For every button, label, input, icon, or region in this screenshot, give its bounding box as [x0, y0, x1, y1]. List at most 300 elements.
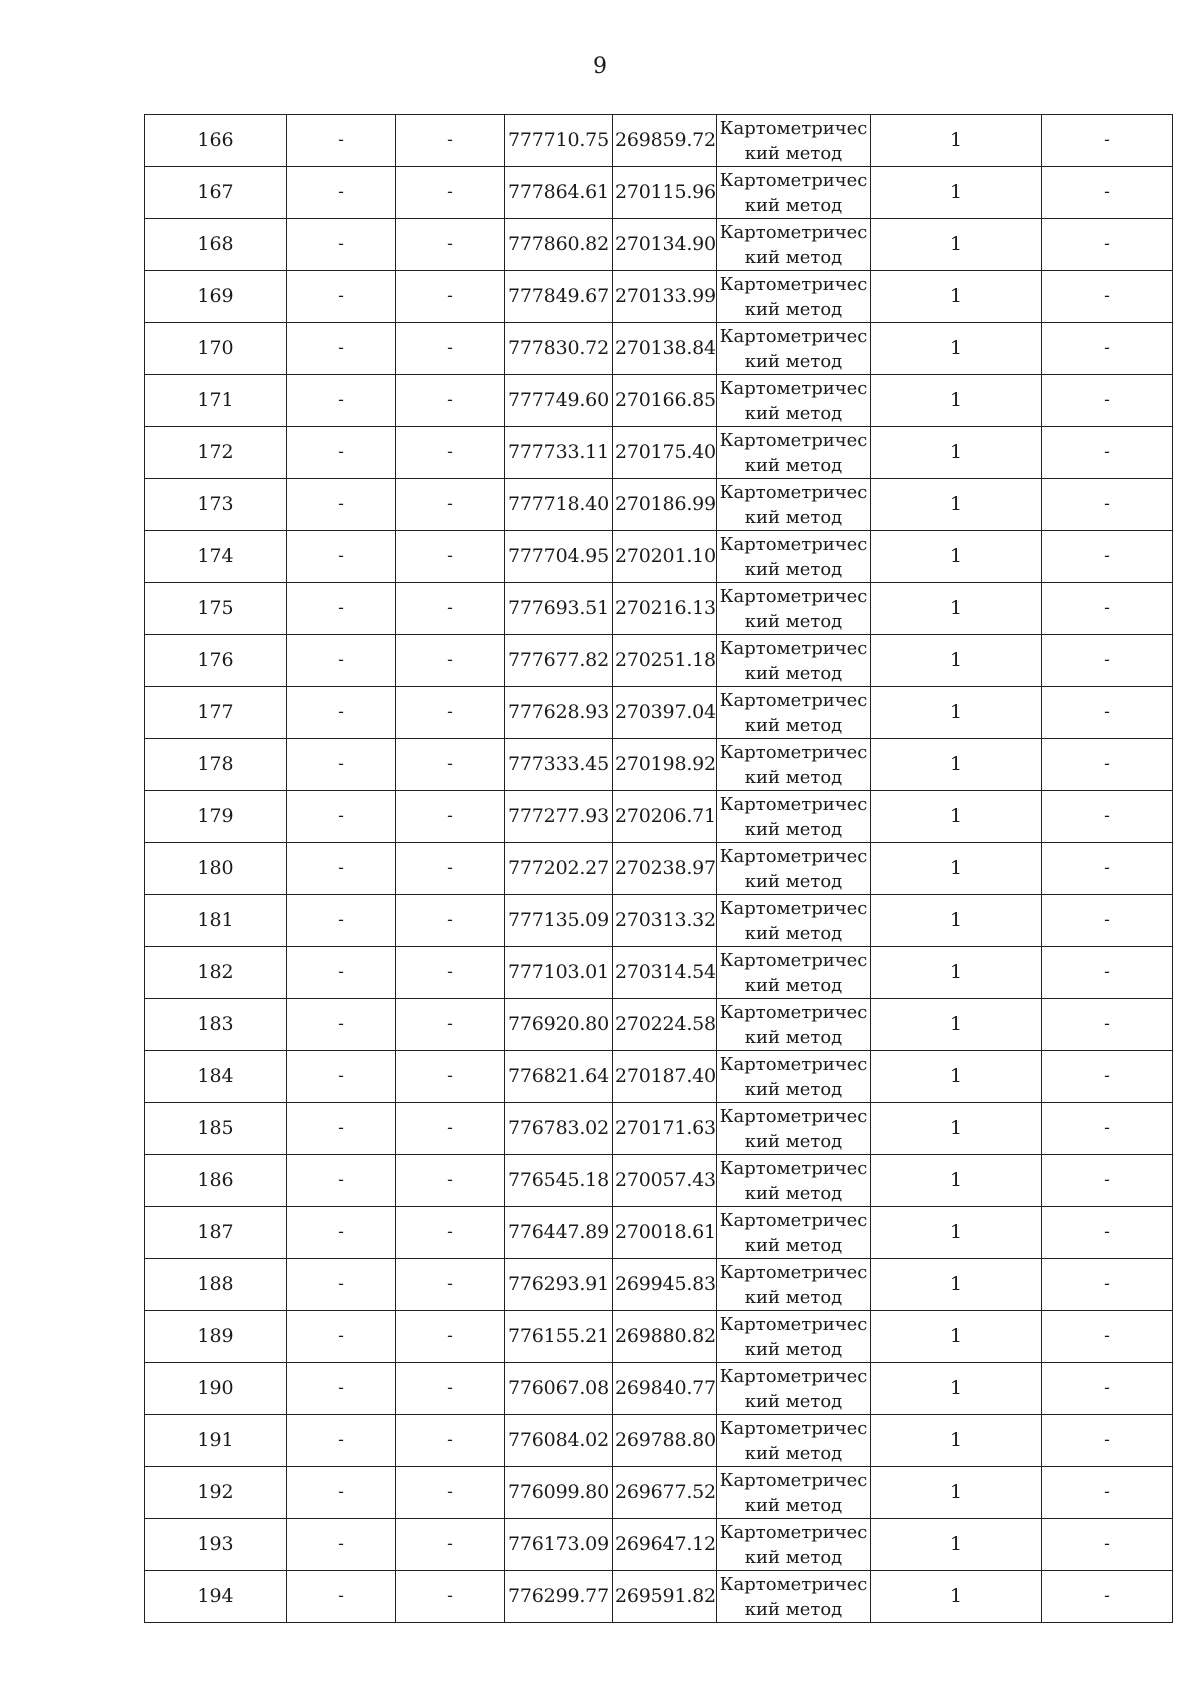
point-number-cell: 182	[145, 947, 287, 999]
empty-cell: -	[396, 427, 505, 479]
empty-cell: -	[287, 947, 396, 999]
point-number-cell: 189	[145, 1311, 287, 1363]
coordinate-y-cell: 270166.85	[613, 375, 717, 427]
empty-cell: -	[396, 271, 505, 323]
coordinate-x-cell: 777693.51	[505, 583, 613, 635]
method-cell	[717, 739, 871, 791]
empty-cell: -	[287, 271, 396, 323]
point-number-cell: 179	[145, 791, 287, 843]
table-row	[145, 999, 1173, 1051]
method-cell	[717, 219, 871, 271]
coordinate-y-cell: 270198.92	[613, 739, 717, 791]
method-text-line: кий метод	[744, 1235, 843, 1256]
coordinate-y-cell: 270115.96	[613, 167, 717, 219]
description-cell: -	[1042, 1259, 1173, 1311]
accuracy-cell: 1	[871, 375, 1042, 427]
method-text-line: кий метод	[744, 871, 843, 892]
empty-cell: -	[396, 115, 505, 167]
empty-cell: -	[287, 687, 396, 739]
point-number-cell: 172	[145, 427, 287, 479]
method-text-line: кий метод	[744, 1339, 843, 1360]
method-cell	[717, 167, 871, 219]
point-number-cell: 188	[145, 1259, 287, 1311]
point-number-cell: 166	[145, 115, 287, 167]
coordinate-y-cell: 269840.77	[613, 1363, 717, 1415]
point-number-cell: 175	[145, 583, 287, 635]
method-text-line: кий метод	[744, 1547, 843, 1568]
description-cell: -	[1042, 1571, 1173, 1623]
method-text-line: Картометричес	[719, 1418, 868, 1439]
table-row	[145, 635, 1173, 687]
method-cell	[717, 531, 871, 583]
point-number-cell: 191	[145, 1415, 287, 1467]
accuracy-cell: 1	[871, 791, 1042, 843]
method-text-line: кий метод	[744, 559, 843, 580]
method-cell	[717, 1519, 871, 1571]
point-number-cell: 190	[145, 1363, 287, 1415]
point-number-cell: 186	[145, 1155, 287, 1207]
table-row	[145, 583, 1173, 635]
coordinate-x-cell: 777333.45	[505, 739, 613, 791]
description-cell: -	[1042, 271, 1173, 323]
coordinate-y-cell: 270313.32	[613, 895, 717, 947]
empty-cell: -	[287, 843, 396, 895]
coordinate-y-cell: 270018.61	[613, 1207, 717, 1259]
description-cell: -	[1042, 115, 1173, 167]
empty-cell: -	[396, 999, 505, 1051]
empty-cell: -	[287, 1415, 396, 1467]
accuracy-cell: 1	[871, 1051, 1042, 1103]
method-text-line: Картометричес	[719, 690, 868, 711]
table-row	[145, 1415, 1173, 1467]
point-number-cell: 194	[145, 1571, 287, 1623]
method-text-line: Картометричес	[719, 430, 868, 451]
method-text-line: кий метод	[744, 715, 843, 736]
empty-cell: -	[396, 791, 505, 843]
method-text-line: кий метод	[744, 403, 843, 424]
point-number-cell: 168	[145, 219, 287, 271]
empty-cell: -	[396, 583, 505, 635]
method-text-line: кий метод	[744, 1599, 843, 1620]
method-text-line: Картометричес	[719, 326, 868, 347]
coordinate-y-cell: 270201.10	[613, 531, 717, 583]
table-row	[145, 531, 1173, 583]
description-cell: -	[1042, 583, 1173, 635]
coordinate-y-cell: 270187.40	[613, 1051, 717, 1103]
accuracy-cell: 1	[871, 635, 1042, 687]
method-text-line: кий метод	[744, 1027, 843, 1048]
method-text-line: кий метод	[744, 1183, 843, 1204]
coordinate-x-cell: 776783.02	[505, 1103, 613, 1155]
method-cell	[717, 479, 871, 531]
empty-cell: -	[287, 999, 396, 1051]
method-cell	[717, 1467, 871, 1519]
coordinate-y-cell: 269591.82	[613, 1571, 717, 1623]
empty-cell: -	[287, 1311, 396, 1363]
method-cell	[717, 1051, 871, 1103]
table-row	[145, 271, 1173, 323]
point-number-cell: 178	[145, 739, 287, 791]
table-row	[145, 1207, 1173, 1259]
empty-cell: -	[396, 1571, 505, 1623]
method-cell	[717, 999, 871, 1051]
table-row	[145, 1103, 1173, 1155]
description-cell: -	[1042, 323, 1173, 375]
table-row	[145, 947, 1173, 999]
method-text-line: Картометричес	[719, 534, 868, 555]
description-cell: -	[1042, 1155, 1173, 1207]
method-text-line: кий метод	[744, 767, 843, 788]
empty-cell: -	[287, 1207, 396, 1259]
page-number: 9	[593, 54, 607, 79]
method-cell	[717, 791, 871, 843]
method-text-line: Картометричес	[719, 1002, 868, 1023]
coordinate-x-cell: 777202.27	[505, 843, 613, 895]
empty-cell: -	[396, 739, 505, 791]
accuracy-cell: 1	[871, 843, 1042, 895]
description-cell: -	[1042, 1363, 1173, 1415]
accuracy-cell: 1	[871, 479, 1042, 531]
method-text-line: кий метод	[744, 1287, 843, 1308]
method-text-line: кий метод	[744, 1079, 843, 1100]
coordinate-y-cell: 270238.97	[613, 843, 717, 895]
accuracy-cell: 1	[871, 687, 1042, 739]
method-text-line: кий метод	[744, 1391, 843, 1412]
method-text-line: кий метод	[744, 923, 843, 944]
table-row	[145, 739, 1173, 791]
empty-cell: -	[396, 843, 505, 895]
table-row	[145, 1311, 1173, 1363]
method-text-line: кий метод	[744, 247, 843, 268]
empty-cell: -	[396, 1103, 505, 1155]
coordinate-y-cell: 270057.43	[613, 1155, 717, 1207]
coordinate-x-cell: 776155.21	[505, 1311, 613, 1363]
empty-cell: -	[396, 1467, 505, 1519]
method-text-line: кий метод	[744, 1495, 843, 1516]
accuracy-cell: 1	[871, 115, 1042, 167]
coordinate-x-cell: 776821.64	[505, 1051, 613, 1103]
coordinate-y-cell: 269647.12	[613, 1519, 717, 1571]
coordinate-y-cell: 269788.80	[613, 1415, 717, 1467]
accuracy-cell: 1	[871, 895, 1042, 947]
coordinate-y-cell: 270206.71	[613, 791, 717, 843]
method-text-line: кий метод	[744, 507, 843, 528]
method-cell	[717, 427, 871, 479]
table-row	[145, 1467, 1173, 1519]
description-cell: -	[1042, 531, 1173, 583]
point-number-cell: 185	[145, 1103, 287, 1155]
method-text-line: Картометричес	[719, 378, 868, 399]
method-cell	[717, 583, 871, 635]
coordinate-x-cell: 777277.93	[505, 791, 613, 843]
table-row	[145, 1051, 1173, 1103]
description-cell: -	[1042, 1051, 1173, 1103]
method-cell	[717, 1103, 871, 1155]
table-row	[145, 895, 1173, 947]
description-cell: -	[1042, 843, 1173, 895]
method-cell	[717, 1571, 871, 1623]
description-cell: -	[1042, 1311, 1173, 1363]
accuracy-cell: 1	[871, 947, 1042, 999]
method-text-line: кий метод	[744, 143, 843, 164]
method-cell	[717, 1155, 871, 1207]
coordinate-y-cell: 269859.72	[613, 115, 717, 167]
method-text-line: Картометричес	[719, 1366, 868, 1387]
table-row	[145, 323, 1173, 375]
method-cell	[717, 1207, 871, 1259]
empty-cell: -	[396, 479, 505, 531]
method-text-line: кий метод	[744, 611, 843, 632]
empty-cell: -	[396, 895, 505, 947]
empty-cell: -	[287, 1155, 396, 1207]
description-cell: -	[1042, 635, 1173, 687]
method-text-line: кий метод	[744, 1131, 843, 1152]
method-text-line: Картометричес	[719, 274, 868, 295]
table-row	[145, 687, 1173, 739]
method-text-line: Картометричес	[719, 1314, 868, 1335]
accuracy-cell: 1	[871, 1415, 1042, 1467]
method-text-line: кий метод	[744, 351, 843, 372]
table-row	[145, 1571, 1173, 1623]
empty-cell: -	[396, 1207, 505, 1259]
empty-cell: -	[287, 739, 396, 791]
description-cell: -	[1042, 1467, 1173, 1519]
point-number-cell: 173	[145, 479, 287, 531]
coordinate-x-cell: 776067.08	[505, 1363, 613, 1415]
table-row	[145, 427, 1173, 479]
accuracy-cell: 1	[871, 1519, 1042, 1571]
method-text-line: Картометричес	[719, 1470, 868, 1491]
empty-cell: -	[396, 375, 505, 427]
description-cell: -	[1042, 427, 1173, 479]
method-text-line: Картометричес	[719, 638, 868, 659]
method-text-line: Картометричес	[719, 1574, 868, 1595]
coordinate-y-cell: 270175.40	[613, 427, 717, 479]
empty-cell: -	[287, 219, 396, 271]
method-cell	[717, 115, 871, 167]
method-text-line: Картометричес	[719, 794, 868, 815]
empty-cell: -	[287, 531, 396, 583]
empty-cell: -	[396, 219, 505, 271]
coordinate-x-cell: 777749.60	[505, 375, 613, 427]
table-row	[145, 479, 1173, 531]
accuracy-cell: 1	[871, 1259, 1042, 1311]
description-cell: -	[1042, 167, 1173, 219]
empty-cell: -	[287, 1259, 396, 1311]
method-cell	[717, 1415, 871, 1467]
method-text-line: кий метод	[744, 975, 843, 996]
accuracy-cell: 1	[871, 1103, 1042, 1155]
accuracy-cell: 1	[871, 739, 1042, 791]
empty-cell: -	[396, 1519, 505, 1571]
point-number-cell: 184	[145, 1051, 287, 1103]
empty-cell: -	[396, 1415, 505, 1467]
coordinate-x-cell: 777718.40	[505, 479, 613, 531]
method-text-line: Картометричес	[719, 222, 868, 243]
coordinate-y-cell: 270134.90	[613, 219, 717, 271]
coordinate-x-cell: 777860.82	[505, 219, 613, 271]
description-cell: -	[1042, 1207, 1173, 1259]
method-text-line: кий метод	[744, 299, 843, 320]
accuracy-cell: 1	[871, 167, 1042, 219]
coordinate-x-cell: 776447.89	[505, 1207, 613, 1259]
coordinate-y-cell: 270224.58	[613, 999, 717, 1051]
table-row	[145, 219, 1173, 271]
coordinate-x-cell: 776099.80	[505, 1467, 613, 1519]
point-number-cell: 192	[145, 1467, 287, 1519]
empty-cell: -	[287, 427, 396, 479]
method-text-line: Картометричес	[719, 118, 868, 139]
accuracy-cell: 1	[871, 427, 1042, 479]
description-cell: -	[1042, 375, 1173, 427]
empty-cell: -	[287, 1519, 396, 1571]
coordinate-y-cell: 270397.04	[613, 687, 717, 739]
empty-cell: -	[287, 115, 396, 167]
description-cell: -	[1042, 895, 1173, 947]
coordinate-x-cell: 777830.72	[505, 323, 613, 375]
coordinate-y-cell: 270133.99	[613, 271, 717, 323]
method-text-line: Картометричес	[719, 482, 868, 503]
description-cell: -	[1042, 1519, 1173, 1571]
coordinate-y-cell: 270186.99	[613, 479, 717, 531]
empty-cell: -	[396, 1051, 505, 1103]
method-text-line: Картометричес	[719, 742, 868, 763]
method-text-line: Картометричес	[719, 1106, 868, 1127]
description-cell: -	[1042, 739, 1173, 791]
method-cell	[717, 895, 871, 947]
empty-cell: -	[287, 1103, 396, 1155]
empty-cell: -	[396, 531, 505, 583]
coordinate-x-cell: 777704.95	[505, 531, 613, 583]
empty-cell: -	[396, 323, 505, 375]
table-row	[145, 1519, 1173, 1571]
point-number-cell: 176	[145, 635, 287, 687]
empty-cell: -	[396, 635, 505, 687]
description-cell: -	[1042, 687, 1173, 739]
empty-cell: -	[396, 167, 505, 219]
table-row	[145, 167, 1173, 219]
empty-cell: -	[396, 1363, 505, 1415]
method-text-line: Картометричес	[719, 1522, 868, 1543]
method-cell	[717, 271, 871, 323]
point-number-cell: 167	[145, 167, 287, 219]
table-row	[145, 1363, 1173, 1415]
coordinate-x-cell: 777733.11	[505, 427, 613, 479]
coordinate-x-cell: 776920.80	[505, 999, 613, 1051]
method-text-line: Картометричес	[719, 1262, 868, 1283]
accuracy-cell: 1	[871, 1571, 1042, 1623]
method-text-line: Картометричес	[719, 1054, 868, 1075]
coordinate-x-cell: 776299.77	[505, 1571, 613, 1623]
coordinate-x-cell: 777849.67	[505, 271, 613, 323]
empty-cell: -	[396, 1155, 505, 1207]
coordinates-table	[144, 114, 1173, 1623]
description-cell: -	[1042, 479, 1173, 531]
empty-cell: -	[287, 375, 396, 427]
point-number-cell: 171	[145, 375, 287, 427]
method-text-line: Картометричес	[719, 898, 868, 919]
accuracy-cell: 1	[871, 531, 1042, 583]
method-cell	[717, 323, 871, 375]
point-number-cell: 183	[145, 999, 287, 1051]
point-number-cell: 177	[145, 687, 287, 739]
method-text-line: Картометричес	[719, 1210, 868, 1231]
empty-cell: -	[287, 791, 396, 843]
coordinate-x-cell: 776545.18	[505, 1155, 613, 1207]
point-number-cell: 174	[145, 531, 287, 583]
method-text-line: кий метод	[744, 1443, 843, 1464]
method-cell	[717, 687, 871, 739]
accuracy-cell: 1	[871, 1363, 1042, 1415]
empty-cell: -	[287, 1051, 396, 1103]
accuracy-cell: 1	[871, 999, 1042, 1051]
empty-cell: -	[287, 479, 396, 531]
empty-cell: -	[287, 323, 396, 375]
coordinate-y-cell: 269945.83	[613, 1259, 717, 1311]
table-row	[145, 115, 1173, 167]
empty-cell: -	[287, 895, 396, 947]
description-cell: -	[1042, 791, 1173, 843]
empty-cell: -	[287, 167, 396, 219]
coordinate-x-cell: 777864.61	[505, 167, 613, 219]
empty-cell: -	[287, 635, 396, 687]
method-text-line: кий метод	[744, 663, 843, 684]
method-text-line: кий метод	[744, 455, 843, 476]
method-cell	[717, 1259, 871, 1311]
empty-cell: -	[396, 1259, 505, 1311]
coordinate-x-cell: 777710.75	[505, 115, 613, 167]
table-row	[145, 1259, 1173, 1311]
accuracy-cell: 1	[871, 323, 1042, 375]
method-text-line: Картометричес	[719, 950, 868, 971]
accuracy-cell: 1	[871, 1207, 1042, 1259]
empty-cell: -	[396, 687, 505, 739]
point-number-cell: 181	[145, 895, 287, 947]
method-text-line: кий метод	[744, 195, 843, 216]
method-cell	[717, 375, 871, 427]
point-number-cell: 169	[145, 271, 287, 323]
description-cell: -	[1042, 219, 1173, 271]
accuracy-cell: 1	[871, 583, 1042, 635]
empty-cell: -	[287, 583, 396, 635]
description-cell: -	[1042, 1415, 1173, 1467]
method-cell	[717, 1311, 871, 1363]
method-text-line: кий метод	[744, 819, 843, 840]
coordinate-x-cell: 776173.09	[505, 1519, 613, 1571]
point-number-cell: 187	[145, 1207, 287, 1259]
accuracy-cell: 1	[871, 271, 1042, 323]
method-text-line: Картометричес	[719, 846, 868, 867]
table-row	[145, 843, 1173, 895]
coordinate-x-cell: 777677.82	[505, 635, 613, 687]
table-row	[145, 375, 1173, 427]
empty-cell: -	[287, 1571, 396, 1623]
method-text-line: Картометричес	[719, 1158, 868, 1179]
coordinate-x-cell: 777135.09	[505, 895, 613, 947]
coordinate-x-cell: 776293.91	[505, 1259, 613, 1311]
coordinate-y-cell: 270138.84	[613, 323, 717, 375]
coordinate-x-cell: 776084.02	[505, 1415, 613, 1467]
point-number-cell: 180	[145, 843, 287, 895]
method-cell	[717, 843, 871, 895]
method-text-line: Картометричес	[719, 170, 868, 191]
empty-cell: -	[287, 1467, 396, 1519]
method-text-line: Картометричес	[719, 586, 868, 607]
description-cell: -	[1042, 1103, 1173, 1155]
method-cell	[717, 635, 871, 687]
coordinate-x-cell: 777103.01	[505, 947, 613, 999]
coordinate-y-cell: 269880.82	[613, 1311, 717, 1363]
